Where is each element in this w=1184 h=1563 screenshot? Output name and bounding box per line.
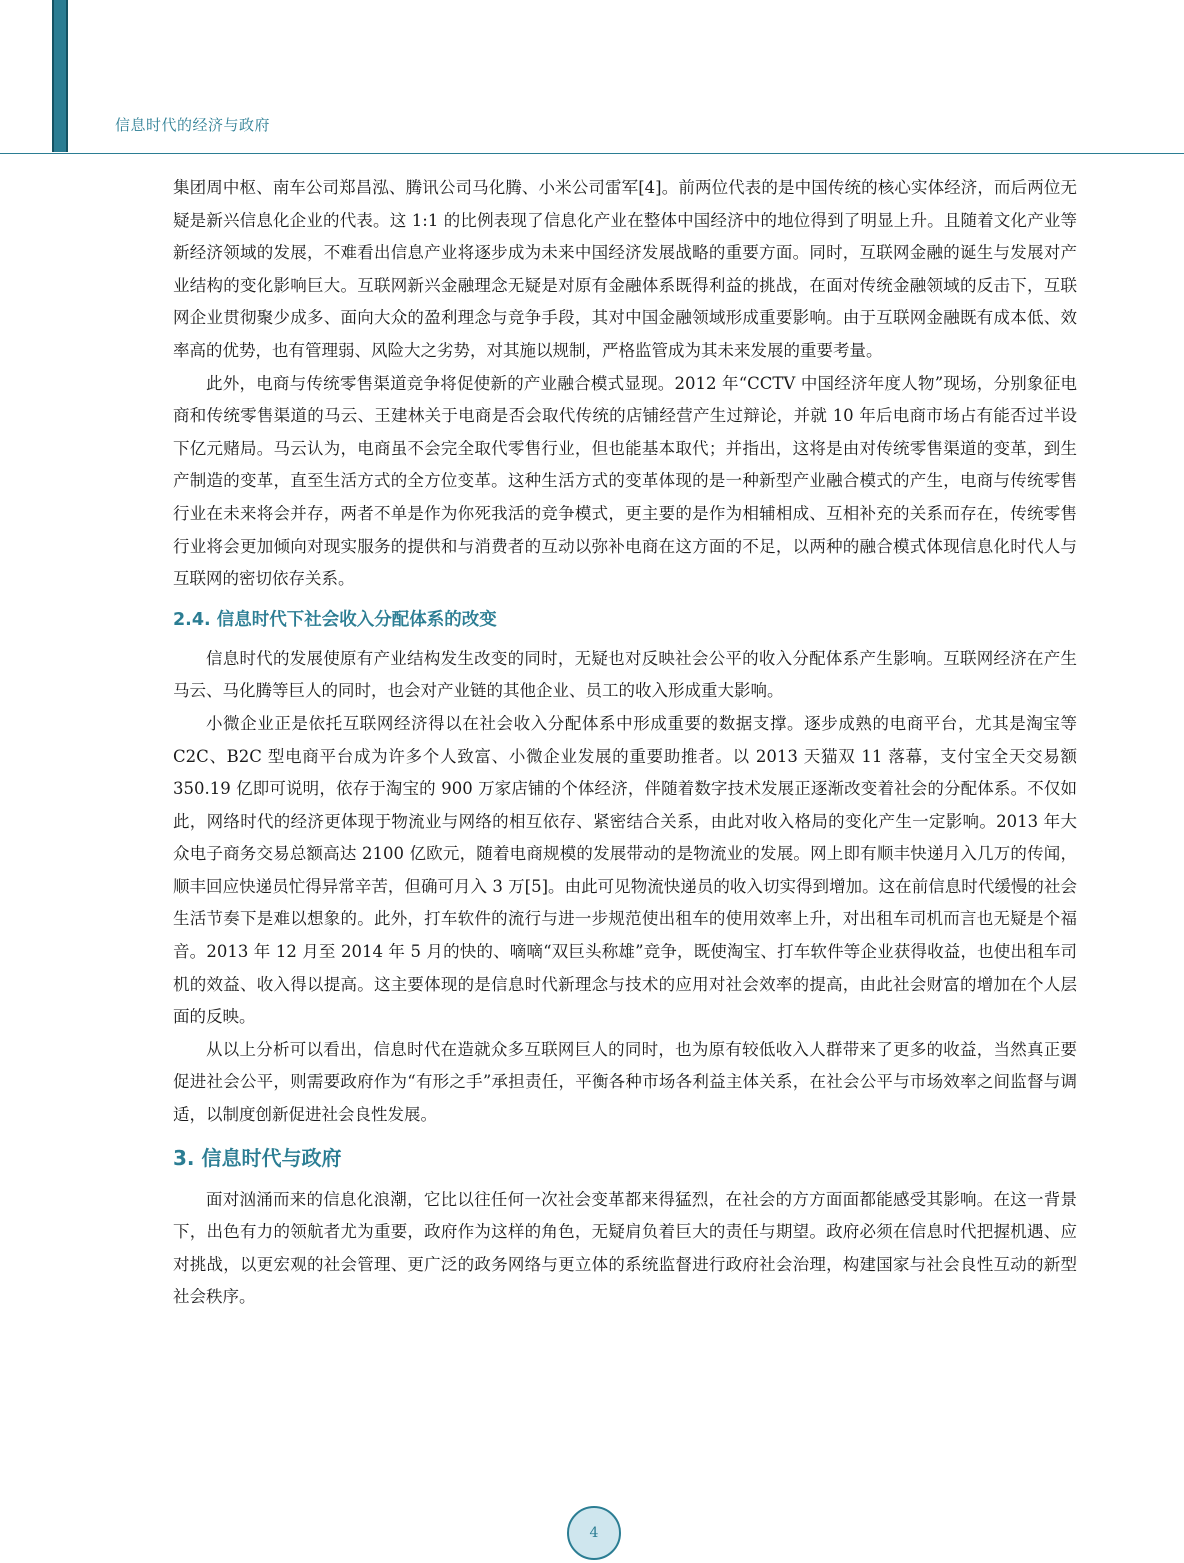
body-paragraph: 从以上分析可以看出，信息时代在造就众多互联网巨人的同时，也为原有较低收入人群带来了更多的收益，当然真正要促进社会公平，则需要政府作为“有形之手”承担责任，平衡各种市场各利益主体关系，在社会公平与市场效率之间监督与调适，以制度创新促进社会良性发展。 [173,1039,1077,1125]
running-head-title: 信息时代的经济与政府 [115,116,271,134]
page-number-badge [567,1506,621,1560]
body-paragraph: 小微企业正是依托互联网经济得以在社会收入分配体系中形成重要的数据支撑。逐步成熟的电商平台，尤其是淘宝等 C2C、B2C 型电商平台成为许多个人致富、小微企业发展的重要助推者。以 2013 天猫双 11 落幕，支付宝全天交易额 350.19 亿即可说明，依存于淘宝的 900 万家店铺的个体经济，伴随着数字技术发展正逐渐改变着社会的分配体系。不仅如此，网络时代的经济更体现于物流业与网络的相互依存、紧密结合关系，由此对收入格局的变化产生一定影响。2013 年大众电子商务交易总额高达 2100 亿欧元，随着电商规模的发展带动的是物流业的发展。网上即有顺丰快递月入几万的传闻，顺丰回应快递员忙得异常辛苦，但确可月入 3 万[5]。由此可见物流快递员的收入切实得到增加。这在前信息时代缓慢的社会生活节奏下是难以想象的。此外，打车软件的流行与进一步规范使出租车的使用效率上升，对出租车司机而言也无疑是个福音。2013 年 12 月至 2014 年 5 月的快的、嘀嘀“双巨头称雄”竞争，既使淘宝、打车软件等企业获得收益，也使出租车司机的效益、收入得以提高。这主要体现的是信息时代新理念与技术的应用对社会效率的提高，由此社会财富的增加在个人层面的反映。 [173,713,1077,1027]
header-accent-bar [52,0,68,152]
header-divider [0,153,1184,154]
body-paragraph: 面对汹涌而来的信息化浪潮，它比以往任何一次社会变革都来得猛烈，在社会的方方面面都能感受其影响。在这一背景下，出色有力的领航者尤为重要，政府作为这样的角色，无疑肩负着巨大的责任与期望。政府必须在信息时代把握机遇、应对挑战，以更宏观的社会管理、更广泛的政务网络与更立体的系统监督进行政府社会治理，构建国家与社会良性互动的新型社会秩序。 [173,1189,1077,1307]
section-heading-3: 3. 信息时代与政府 [173,1145,342,1170]
body-paragraph: 集团周中枢、南车公司郑昌泓、腾讯公司马化腾、小米公司雷军[4]。前两位代表的是中国传统的核心实体经济，而后两位无疑是新兴信息化企业的代表。这 1:1 的比例表现了信息化产业在整体中国经济中的地位得到了明显上升。且随着文化产业等新经济领域的发展，不难看出信息产业将逐步成为未来中国经济发展战略的重要方面。同时，互联网金融的诞生与发展对产业结构的变化影响巨大。互联网新兴金融理念无疑是对原有金融体系既得利益的挑战，在面对传统金融领域的反击下，互联网企业贯彻聚少成多、面向大众的盈利理念与竞争手段，其对中国金融领域形成重要影响。由于互联网金融既有成本低、效率高的优势，也有管理弱、风险大之劣势，对其施以规制，严格监管成为其未来发展的重要考量。 [173,178,1077,360]
article-body [173,172,1077,1314]
body-paragraph: 信息时代的发展使原有产业结构发生改变的同时，无疑也对反映社会公平的收入分配体系产生影响。互联网经济在产生马云、马化腾等巨人的同时，也会对产业链的其他企业、员工的收入形成重大影响。 [173,648,1077,701]
body-paragraph: 此外，电商与传统零售渠道竞争将促使新的产业融合模式显现。2012 年“CCTV 中国经济年度人物”现场，分别象征电商和传统零售渠道的马云、王建林关于电商是否会取代传统的店铺经营产生过辩论，并就 10 年后电商市场占有能否过半设下亿元赌局。马云认为，电商虽不会完全取代零售行业，但也能基本取代；并指出，这将是由对传统零售渠道的变革，到生产制造的变革，直至生活方式的全方位变革。这种生活方式的变革体现的是一种新型产业融合模式的产生，电商与传统零售行业在未来将会并存，两者不单是作为你死我活的竞争模式，更主要的是作为相辅相成、互相补充的关系而存在，传统零售行业将会更加倾向对现实服务的提供和与消费者的互动以弥补电商在这方面的不足，以两种的融合模式体现信息化时代人与互联网的密切依存关系。 [173,373,1077,589]
page-number: 4 [589,1525,599,1541]
section-heading-2-4: 2.4. 信息时代下社会收入分配体系的改变 [173,609,497,630]
